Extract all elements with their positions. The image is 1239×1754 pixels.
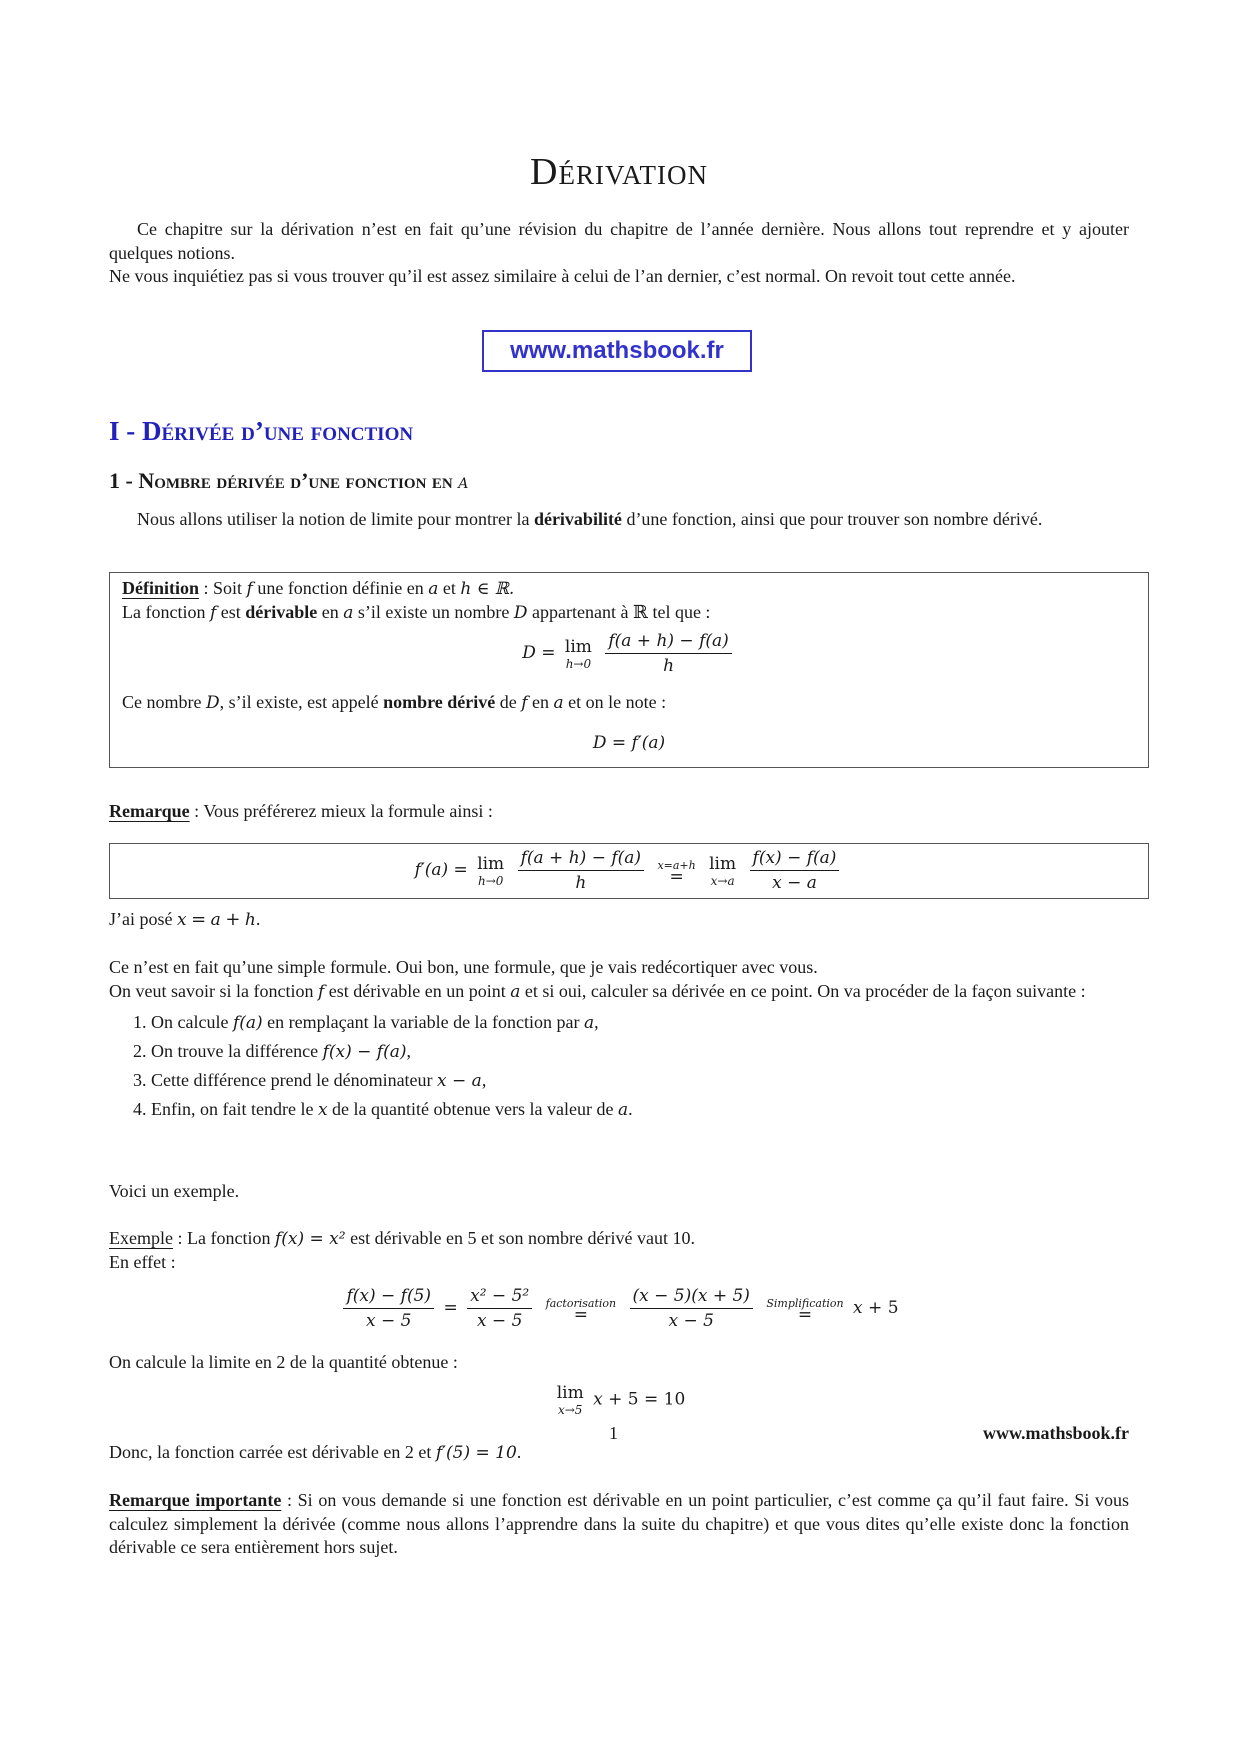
intro-paragraph-1: Ce chapitre sur la dérivation n’est en fait qu’une révision du chapitre de l’année dernière. Nous allons tout reprendre et y ajouter quelques notions. — [109, 219, 1129, 263]
formula-box: f′(a) = lim h→0 $\frac{f(a + h) - f(a)}{h}$ x=a+h = lim x→a $\frac{f(x) - f(a)}{x - a}$ — [109, 843, 1149, 899]
definition-box: Définition : Soit f une fonction définie en a et h ∈ ℝ. La fonction f est dérivable en a s’il existe un nombre D appartenant à ℝ tel que : D = lim h→0 $\frac{f(a + h) - f(a)}{h}$ Ce nombre D, s’il existe, est appelé nombre dérivé de f en a et on le note : D = f′(a) — [109, 572, 1149, 768]
example-intro: Voici un exemple. — [109, 1181, 240, 1201]
subsection-intro: Nous allons utiliser la notion de limite pour montrer la dérivabilité d’une fonction, ainsi que pour trouver son nombre dérivé. — [137, 509, 1043, 529]
example-block: Exemple : La fonction f(x) = x² est dérivable en 5 et son nombre dérivé vaut 10. En effet : — [109, 1228, 695, 1272]
explanation-block: Ce n’est en fait qu’une simple formule. Oui bon, une formule, que je vais redécortiquer avec vous. On veut savoir si la fonction f est dérivable en un point a et si oui, calculer sa dérivée en ce point. On va procéder de la façon suivante : 1. On calcule f(a) en remplaçant la variable de la fonction par a, 2. On trouve la différence f(x) − f(a), 3. Cette différence prend le dénominateur x − a, 4. Enfin, on fait tendre le x de la quantité obtenue vers la valeur de a. — [109, 956, 1129, 1124]
site-logo-link[interactable]: www.mathsbook.fr — [482, 330, 752, 372]
footer-site-link[interactable]: www.mathsbook.fr — [982, 1423, 1129, 1443]
limit-formula: lim x→5 x + 5 = 10 — [556, 1383, 686, 1417]
page-number: 1 — [609, 1423, 618, 1443]
remark-important: Remarque importante : Si on vous demande si une fonction est dérivable en un point particulier, c’est comme ça qu’il faut faire. Si vous calculez simplement la dérivée (comme nous allons l’apprendre dans la suite du chapitre) et que vous dites qu’elle existe donc la fonction dérivable ce sera entièrement hors sujet. — [109, 1490, 1130, 1557]
remark-1: Remarque : Vous préférerez mieux la formule ainsi : — [109, 801, 493, 821]
list-item: 3. Cette différence prend le dénominateur x − a, — [151, 1066, 1129, 1095]
limit-intro: On calcule la limite en 2 de la quantité obtenue : — [109, 1352, 458, 1372]
section-heading: I - Dérivée d’une fonction — [109, 416, 414, 446]
list-item: 4. Enfin, on fait tendre le x de la quantité obtenue vers la valeur de a. — [151, 1095, 1129, 1124]
subsection-heading: 1 - Nombre dérivée d’une fonction en a — [109, 468, 469, 493]
definition-notation: D = f′(a) — [592, 733, 666, 753]
intro-block — [109, 218, 1129, 289]
example-conclusion: Donc, la fonction carrée est dérivable en 2 et f′(5) = 10. — [109, 1442, 522, 1463]
document-page — [109, 0, 1129, 1754]
list-item: 1. On calcule f(a) en remplaçant la variable de la fonction par a, — [151, 1008, 1129, 1037]
definition-formula: D = lim h→0 $\frac{f(a + h) - f(a)}{h}$ — [122, 631, 1136, 687]
page-title: Dérivation — [530, 151, 708, 193]
substitution-note: J’ai posé x = a + h. — [109, 909, 261, 930]
steps-list — [109, 1008, 1129, 1124]
example-formula: $\frac{f(x) - f(5)}{x - 5}$ = $\frac{\text{x² − 5²}}{x - 5}$ factorisation = $\frac{(x - 5)(x + 5)}{x - 5}$ Simplification = x + 5 — [109, 1286, 1129, 1331]
list-item: 2. On trouve la différence f(x) − f(a), — [151, 1037, 1129, 1066]
intro-paragraph-2: Ne vous inquiétiez pas si vous trouver qu’il est assez similaire à celui de l’an dernier, c’est normal. On revoit tout cette année. — [109, 266, 1016, 286]
definition-label: Définition — [122, 578, 200, 598]
